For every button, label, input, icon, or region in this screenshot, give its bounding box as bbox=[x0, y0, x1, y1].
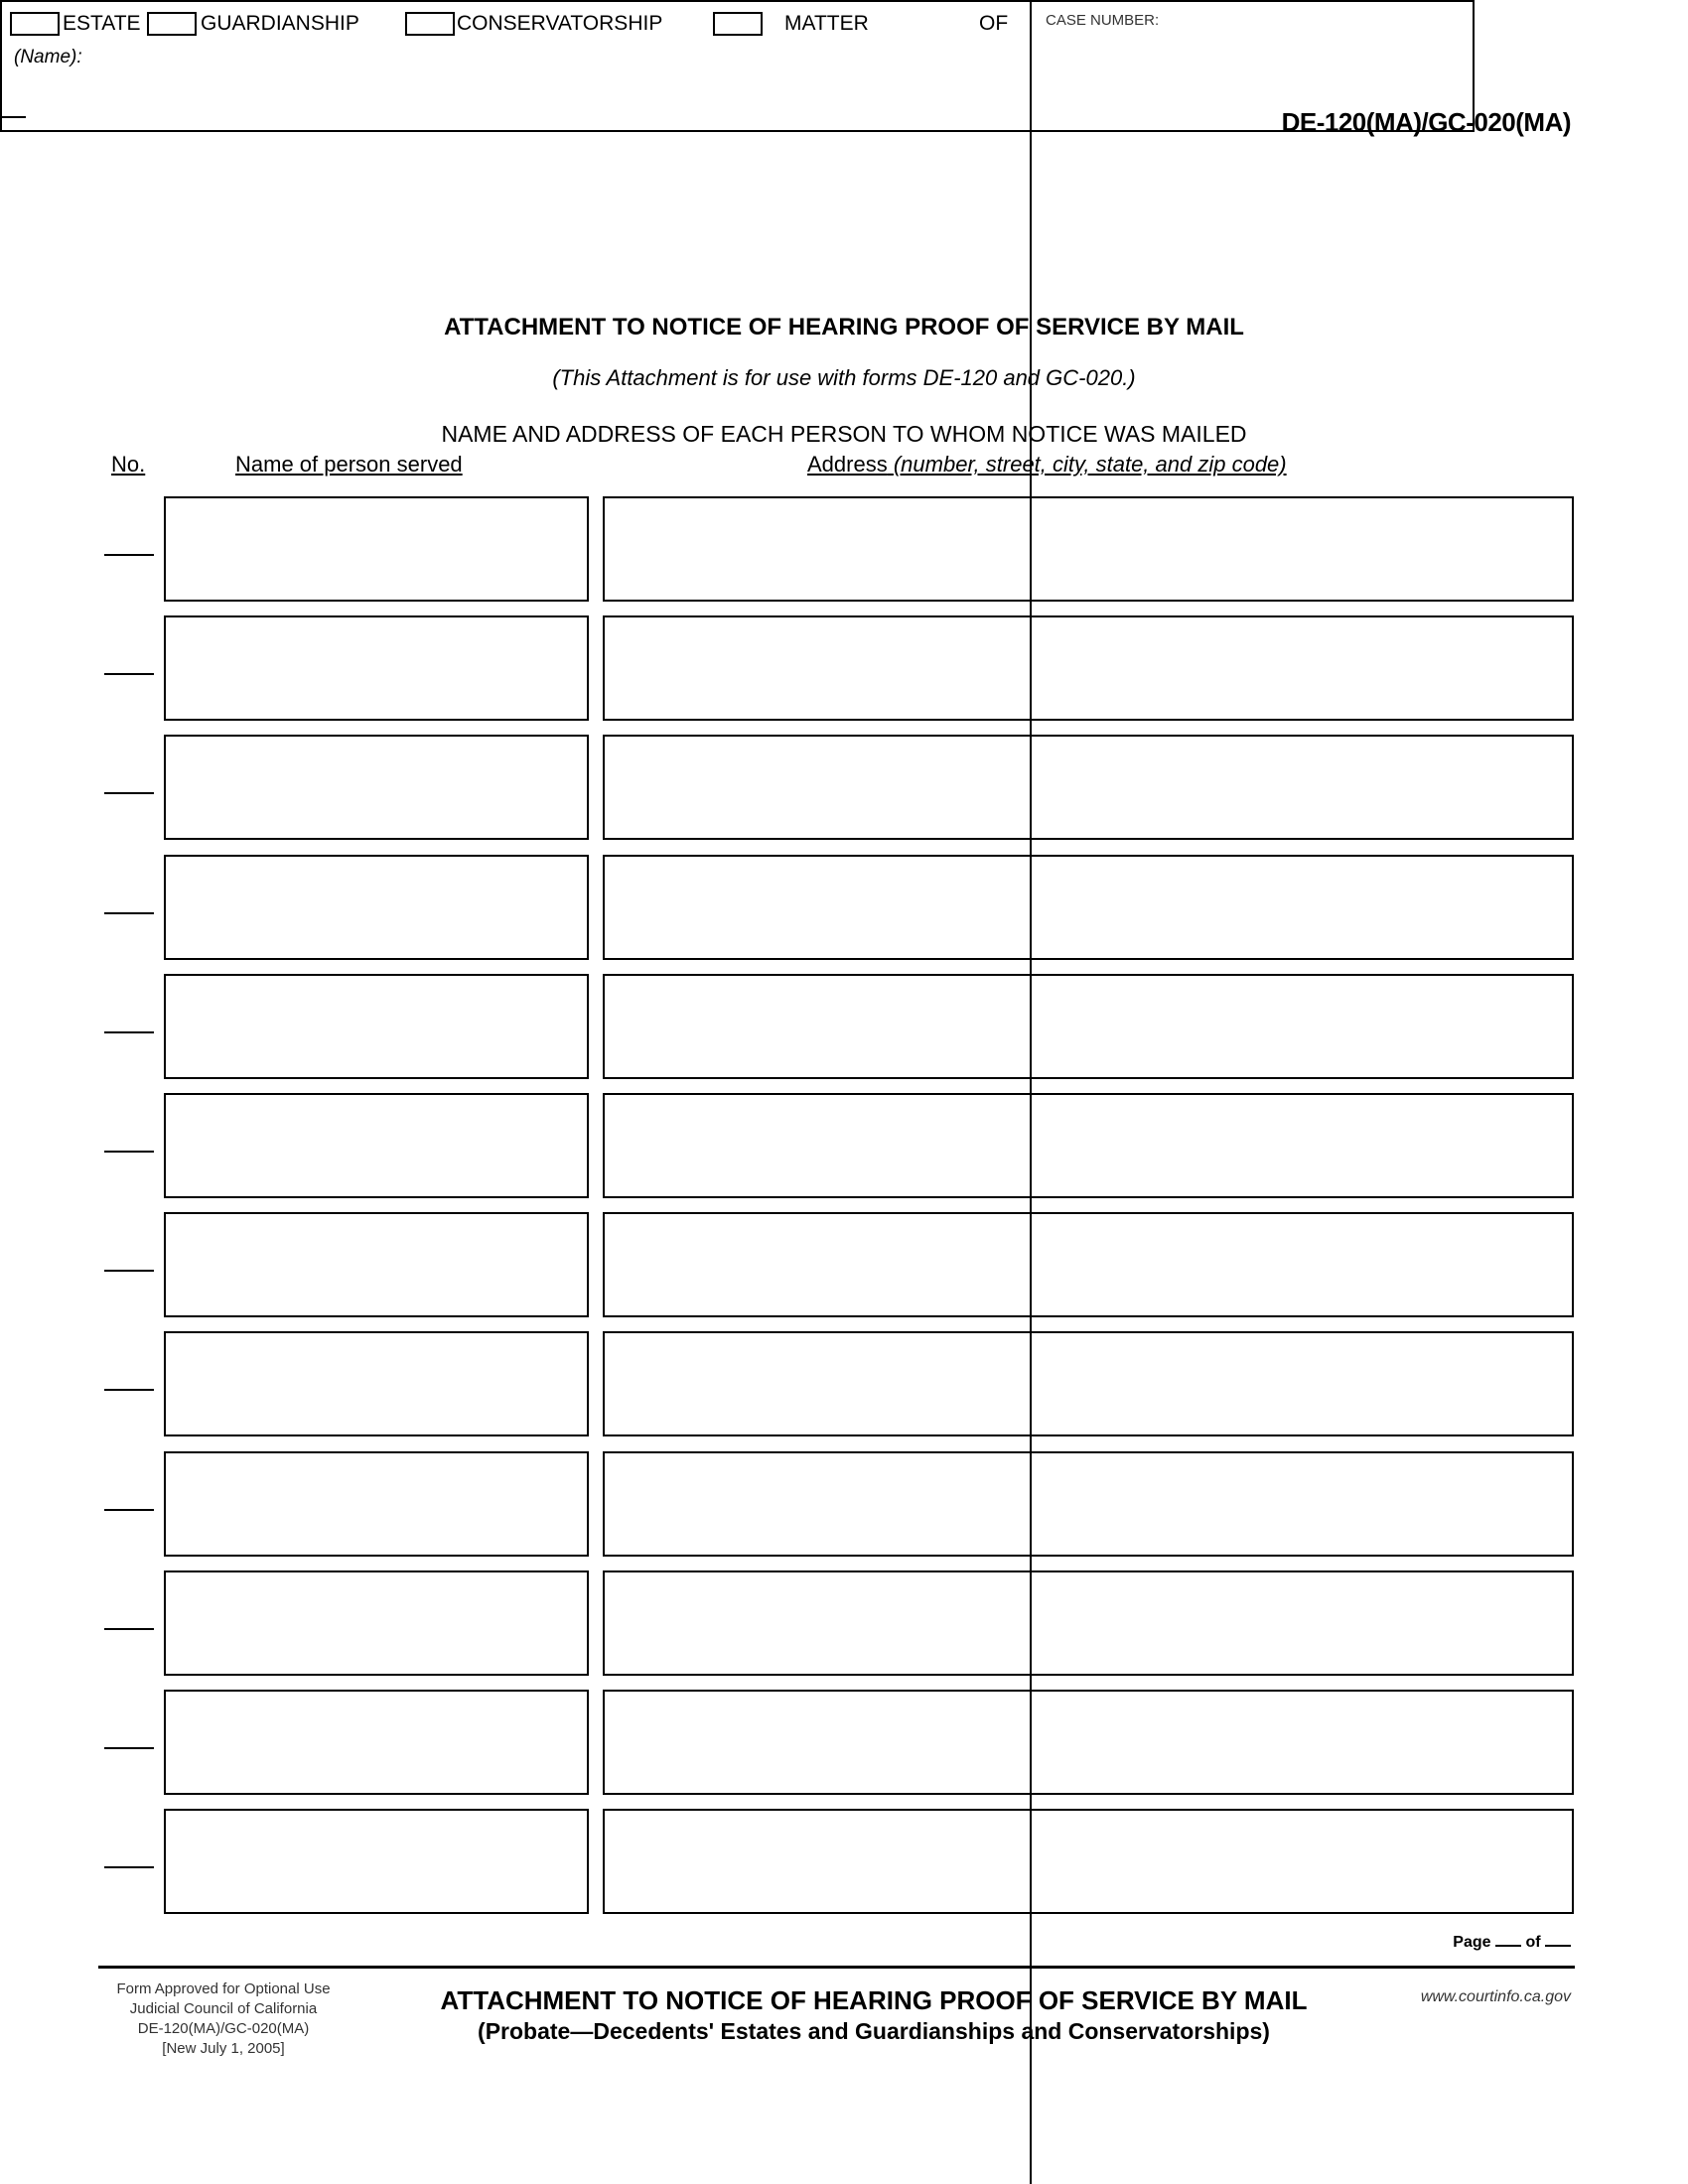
estate-checkbox[interactable] bbox=[10, 12, 60, 36]
page-number-field[interactable] bbox=[1495, 1945, 1521, 1947]
form-code: DE-120(MA)/GC-020(MA) bbox=[1281, 107, 1571, 137]
name-served-field[interactable] bbox=[164, 496, 589, 602]
name-served-field[interactable] bbox=[164, 1093, 589, 1198]
name-served-field[interactable] bbox=[164, 1451, 589, 1557]
address-field[interactable] bbox=[603, 1451, 1574, 1557]
column-header-address bbox=[807, 452, 1287, 478]
name-served-field[interactable] bbox=[164, 1331, 589, 1436]
name-served-field[interactable] bbox=[164, 735, 589, 840]
address-field[interactable] bbox=[603, 735, 1574, 840]
footer-line: [New July 1, 2005] bbox=[162, 2040, 285, 2057]
guardianship-label: GUARDIANSHIP bbox=[201, 12, 359, 35]
footer-line: Form Approved for Optional Use bbox=[116, 1980, 331, 1997]
name-served-field[interactable] bbox=[164, 615, 589, 721]
address-field[interactable] bbox=[603, 855, 1574, 960]
row-number-field[interactable] bbox=[104, 1866, 154, 1868]
address-field[interactable] bbox=[603, 496, 1574, 602]
row-number-field[interactable] bbox=[104, 1509, 154, 1511]
address-hint: (number, street, city, state, and zip code) bbox=[893, 452, 1287, 477]
footer-form-info bbox=[98, 1979, 349, 2059]
matter-checkbox[interactable] bbox=[713, 12, 763, 36]
name-served-field[interactable] bbox=[164, 974, 589, 1079]
address-label: Address bbox=[807, 452, 888, 477]
footer-title: ATTACHMENT TO NOTICE OF HEARING PROOF OF SERVICE BY MAIL bbox=[440, 1985, 1308, 2015]
footer-subtitle: (Probate—Decedents' Estates and Guardianships and Conservatorships) bbox=[478, 2018, 1270, 2044]
page-label: Page bbox=[1453, 1934, 1491, 1951]
row-number-field[interactable] bbox=[104, 1389, 154, 1391]
row-number-field[interactable] bbox=[104, 1747, 154, 1749]
address-field[interactable] bbox=[603, 1212, 1574, 1317]
footer-rule bbox=[98, 1966, 1575, 1969]
row-number-field[interactable] bbox=[104, 792, 154, 794]
footer-line: DE-120(MA)/GC-020(MA) bbox=[137, 2020, 310, 2037]
row-number-field[interactable] bbox=[104, 554, 154, 556]
column-header-name: Name of person served bbox=[235, 452, 463, 477]
matter-label: MATTER bbox=[784, 12, 869, 35]
case-number-field[interactable] bbox=[1046, 40, 1463, 119]
conservatorship-label: CONSERVATORSHIP bbox=[457, 12, 663, 35]
address-field[interactable] bbox=[603, 1690, 1574, 1795]
form-subtitle: (This Attachment is for use with forms DE-120 and GC-020.) bbox=[552, 365, 1136, 390]
footer-line: Judicial Council of California bbox=[129, 2000, 318, 2017]
row-number-field[interactable] bbox=[104, 1151, 154, 1153]
case-number-label: CASE NUMBER: bbox=[1046, 12, 1160, 29]
form-title: ATTACHMENT TO NOTICE OF HEARING PROOF OF SERVICE BY MAIL bbox=[444, 314, 1244, 341]
address-field[interactable] bbox=[603, 1809, 1574, 1914]
column-header-no: No. bbox=[111, 452, 146, 477]
row-number-field[interactable] bbox=[104, 912, 154, 914]
name-served-field[interactable] bbox=[164, 1212, 589, 1317]
row-number-field[interactable] bbox=[104, 1628, 154, 1630]
case-caption-box bbox=[0, 0, 1475, 132]
name-served-field[interactable] bbox=[164, 1690, 589, 1795]
address-field[interactable] bbox=[603, 615, 1574, 721]
conservatorship-checkbox[interactable] bbox=[405, 12, 455, 36]
guardianship-checkbox[interactable] bbox=[147, 12, 197, 36]
name-line bbox=[0, 116, 26, 118]
address-field[interactable] bbox=[603, 1570, 1574, 1676]
row-number-field[interactable] bbox=[104, 1270, 154, 1272]
of-label: of bbox=[1525, 1934, 1541, 1951]
page-indicator bbox=[1453, 1934, 1571, 1952]
page-total-field[interactable] bbox=[1545, 1945, 1571, 1947]
of-label: OF bbox=[979, 12, 1009, 35]
address-field[interactable] bbox=[603, 1093, 1574, 1198]
name-served-field[interactable] bbox=[164, 1570, 589, 1676]
name-label: (Name): bbox=[14, 47, 82, 68]
name-served-field[interactable] bbox=[164, 855, 589, 960]
address-field[interactable] bbox=[603, 1331, 1574, 1436]
name-served-field[interactable] bbox=[164, 1809, 589, 1914]
row-number-field[interactable] bbox=[104, 1031, 154, 1033]
footer-url[interactable]: www.courtinfo.ca.gov bbox=[1420, 1988, 1571, 2005]
row-number-field[interactable] bbox=[104, 673, 154, 675]
address-field[interactable] bbox=[603, 974, 1574, 1079]
estate-label: ESTATE bbox=[63, 12, 141, 35]
section-heading: NAME AND ADDRESS OF EACH PERSON TO WHOM NOTICE WAS MAILED bbox=[441, 421, 1247, 447]
name-field[interactable] bbox=[109, 47, 1003, 106]
